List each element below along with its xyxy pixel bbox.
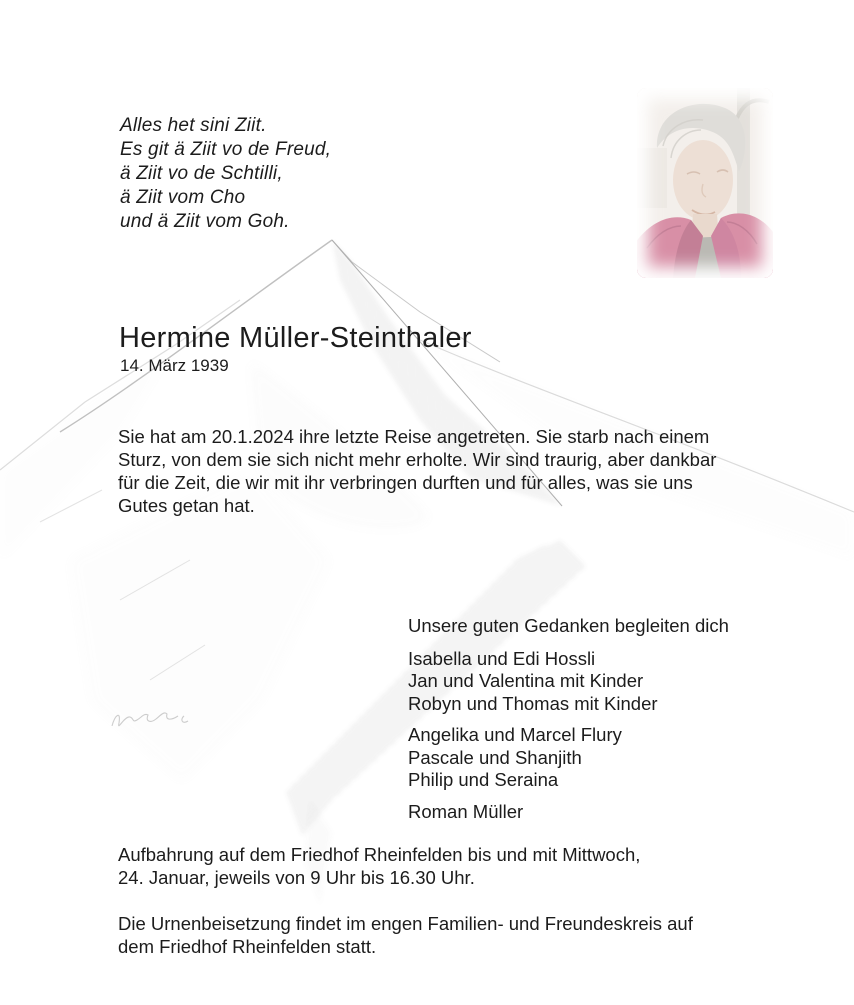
poem-line: Es git ä Ziit vo de Freud, bbox=[120, 139, 332, 160]
portrait-photo bbox=[637, 88, 773, 278]
mourner-line: Pascale und Shanjith bbox=[408, 746, 582, 768]
poem-line: ä Ziit vo de Schtilli, bbox=[120, 163, 283, 184]
birth-date: 14. März 1939 bbox=[120, 356, 229, 375]
portrait-photo-illustration bbox=[637, 88, 773, 278]
wake-line: Aufbahrung auf dem Friedhof Rheinfelden bis und mit Mittwoch, bbox=[118, 844, 641, 865]
mourner-group bbox=[408, 801, 729, 824]
mourner-line: Jan und Valentina mit Kinder bbox=[408, 670, 644, 691]
mourner-line: Isabella und Edi Hossli bbox=[408, 647, 596, 669]
poem-line: Alles het sini Ziit. bbox=[120, 115, 267, 136]
poem-line: und ä Ziit vom Goh. bbox=[120, 211, 290, 232]
wake-line: 24. Januar, jeweils von 9 Uhr bis 16.30 Uhr. bbox=[118, 867, 475, 888]
deceased-name: Hermine Müller-Steinthaler bbox=[119, 322, 472, 354]
announcement-line: Sie hat am 20.1.2024 ihre letzte Reise angetreten. Sie starb nach einem bbox=[118, 426, 710, 447]
burial-line: dem Friedhof Rheinfelden statt. bbox=[118, 936, 377, 957]
mourners-section bbox=[408, 615, 729, 832]
burial-info bbox=[118, 912, 693, 958]
poem-line: ä Ziit vom Cho bbox=[120, 187, 246, 208]
announcement-line: für die Zeit, die wir mit ihr verbringen durften und für alles, was sie uns bbox=[118, 472, 693, 493]
death-announcement bbox=[118, 425, 716, 517]
mourner-line: Philip und Seraina bbox=[408, 769, 559, 790]
condolence-intro: Unsere guten Gedanken begleiten dich bbox=[408, 615, 729, 636]
burial-line: Die Urnenbeisetzung findet im engen Familien- und Freundeskreis auf bbox=[118, 913, 693, 934]
mourner-line: Roman Müller bbox=[408, 800, 524, 822]
announcement-line: Sturz, von dem sie sich nicht mehr erholte. Wir sind traurig, aber dankbar bbox=[118, 449, 717, 470]
mourner-group bbox=[408, 648, 729, 716]
mourner-line: Angelika und Marcel Flury bbox=[408, 724, 622, 745]
mourner-group bbox=[408, 724, 729, 792]
poem bbox=[120, 114, 331, 234]
wake-info bbox=[118, 843, 640, 889]
mourner-line: Robyn und Thomas mit Kinder bbox=[408, 692, 658, 714]
announcement-line: Gutes getan hat. bbox=[118, 495, 255, 516]
